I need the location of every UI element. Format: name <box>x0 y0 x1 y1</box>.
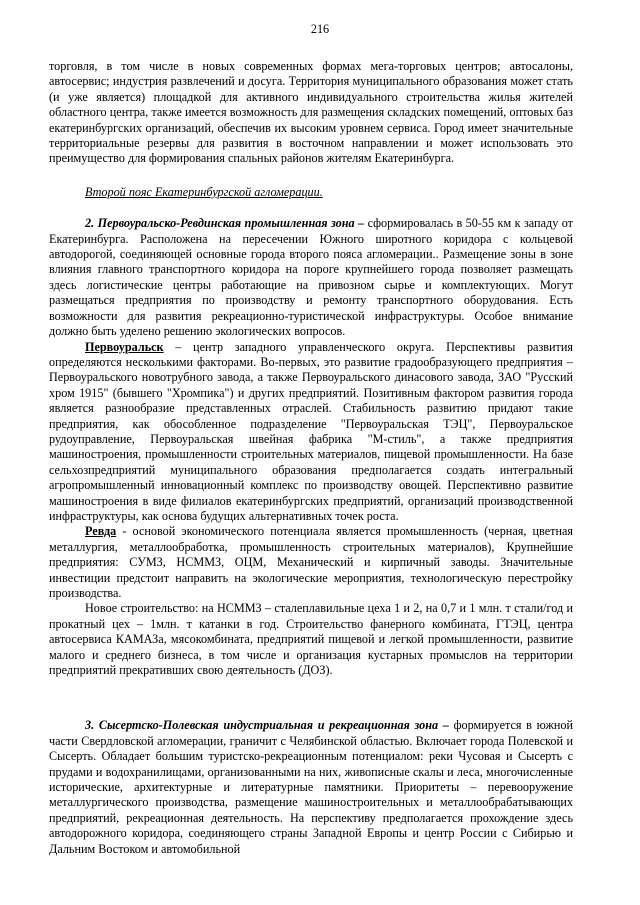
pervouralsk-paragraph <box>49 340 573 525</box>
pervouralsk-name: Первоуральск <box>85 339 164 354</box>
page-number: 216 <box>310 22 330 36</box>
zone3-text: формируется в южной части Свердловской агломерации, граничит с Челябинской областью. Включает города Полевской и Сысерть. Обладает большим туристско-рекреационным потенциалом: реки Чусовая и Сысерть с прудами и водохранилищами, организованными на них, живописные скалы и леса, многочисленные исторические, архитектурные и литературные памятники. Приоритеты – перевооружение металлургического производства, размещение машиностроительных и металлообрабатывающих предприятий, рекреационная деятельность. На перспективу предполагается прохождение здесь автодорожного коридора, соединяющего страны Западной Европы и центр России с Сибирью и Дальним Востоком и автомобильной <box>49 718 573 856</box>
zone2-title: 2. Первоуральско-Ревдинская промышленная зона – <box>85 216 365 231</box>
zone3-paragraph <box>49 718 573 857</box>
second-belt-heading: Второй пояс Екатеринбургской агломерации. <box>85 184 323 199</box>
zone3-title: 3. Сысертско-Полевская индустриальная и рекреационная зона – <box>85 718 449 733</box>
revda-text: - основой экономического потенциала является промышленность (черная, цветная металлургия, металлообработка, промышленность строительных материалов), Крупнейшие предприятия: СУМЗ, НСММЗ, ОЦМ, Механический и кирпичный заводы. Значительные инвестиции предстоит направить на экологические мероприятия, технологическую перестройку производства. <box>49 524 573 600</box>
zone2-text: сформировалась в 50-55 км к западу от Екатеринбурга. Расположена на пересечении Южного широтного коридора с кольцевой автодорогой, соединяющей основные города второго пояса агломерации.. Размещение зоны в зоне влияния главного транспортного коридора на пороге крупнейшего города позволяет размещать здесь логистические центры работающие на привозном сырье и комплектующих. Могут размещаться предприятия по производству и ремонту транспортного оборудования. Есть возможности для развития рекреационно-туристической инфраструктуры. Особое внимание должно быть уделено решению экологических вопросов. <box>49 216 573 339</box>
zone2-paragraph <box>49 216 573 339</box>
section-heading-paragraph <box>49 185 573 200</box>
new-construction-paragraph: Новое строительство: на НСММЗ – сталеплавильные цеха 1 и 2, на 0,7 и 1 млн. т стали/год и прокатный цех – 1млн. т катанки в год. Строительство фанерного комбината, ГТЭЦ, центра автосервиса КАМАЗа, мясокомбината, предприятий пищевой и легкой промышленности, развитие малого и среднего бизнеса, в том числе и организация кустарных промыслов на территории предприятий прекративших свою деятельность (ДОЗ). <box>49 601 573 678</box>
body-text <box>49 59 573 857</box>
revda-name: Ревда <box>85 524 117 539</box>
pervouralsk-text: – центр западного управленческого округа. Перспективы развития определяются несколькими факторами. Во-первых, это развитие градообразующего предприятия – Первоуральского новотрубного завода, а также Первоуральского динасового завода, ЗАО "Русский хром 1915" (бывшего "Хромпика") и других предприятий. Позитивным фактором развития города является разнообразие представленных отраслей. Стабильность развитию придают такие предприятия, как обособленное подразделение "Первоуральская ТЭЦ", Первоуральское рудоуправление, Первоуральская швейная фабрика "М-стиль", а также предприятия машиностроения, промышленности строительных материалов, пищевой промышленности. На базе сельхозпредприятий муниципального образования предполагается создать интегральный агропромышленный инновационный комплекс по производству овощей. Перспективно развитие машиностроения в виде филиалов екатеринбургских предприятий, организаций производственной инфраструктуры, как основа будущих альтернативных точек роста. <box>49 339 573 523</box>
revda-paragraph <box>49 524 573 601</box>
intro-paragraph: торговля, в том числе в новых современных формах мега-торговых центров; автосалоны, автосервис; индустрия развлечений и досуга. Территория муниципального образования может стать (и уже является) площадкой для активного индивидуального строительства жилья жителей областного центра, также имеется возможность для размещения складских помещений, оптовых баз екатеринбургских организаций, обеспечив их высоким уровнем сервиса. Город имеет значительные территориальные резервы для развития в восточном направлении и может использовать это преимущество для формирования спальных районов жителям Екатеринбурга. <box>49 59 573 166</box>
